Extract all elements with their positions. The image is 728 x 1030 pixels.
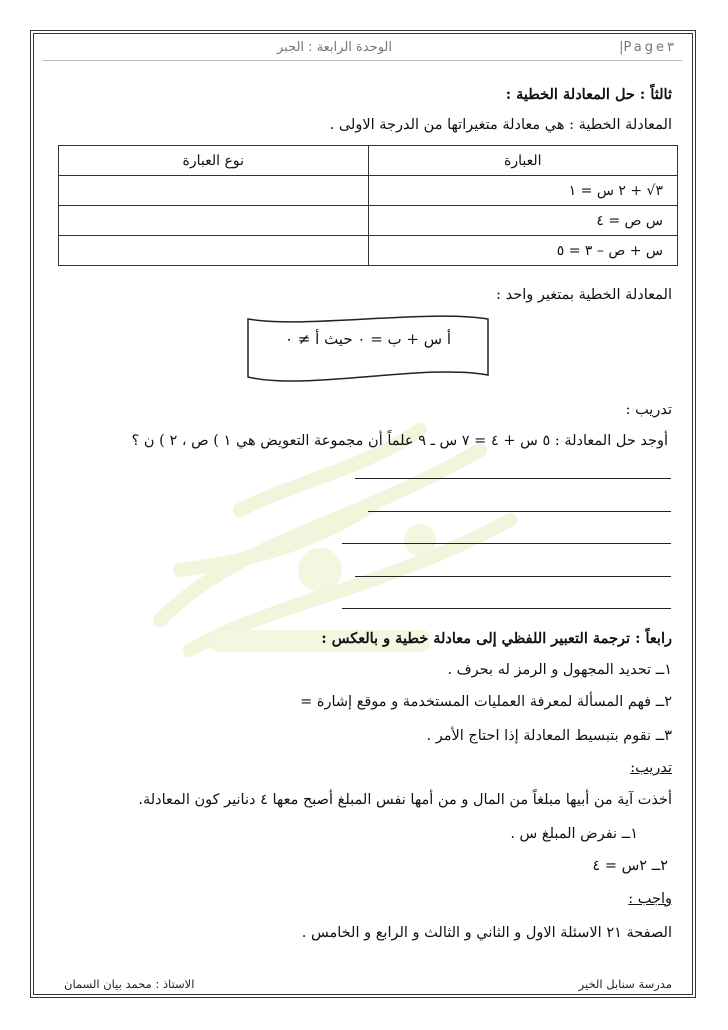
- solution-step: ١ــ نفرض المبلغ س .: [510, 826, 638, 842]
- step-item: ١ــ تحديد المجهول و الرمز له بحرف .: [447, 662, 672, 678]
- type-cell[interactable]: [59, 176, 369, 206]
- page-header: [42, 38, 682, 61]
- solution-step: ٢ــ ٢س = ٤: [592, 858, 668, 874]
- general-form-text: أ س + ب = ٠ حيث أ ≠ ٠: [284, 330, 452, 348]
- general-form-banner: [246, 315, 490, 385]
- exercise2-label: تدريب:: [630, 760, 672, 776]
- type-cell[interactable]: [59, 206, 369, 236]
- table-header-row: [59, 146, 678, 176]
- word-problem: أخذت آية من أبيها مبلغاً من المال و من أمها نفس المبلغ أصبح معها ٤ دنانير كون المعادلة.: [138, 792, 672, 808]
- table-row: [59, 206, 678, 236]
- expression-cell: س + ص – ٣ = ٥: [368, 236, 678, 266]
- page-number: Page٣|: [619, 40, 674, 55]
- expression-cell: ٣√ + ٢ س = ١: [368, 176, 678, 206]
- homework-label: واجب :: [628, 891, 672, 907]
- table-row: [59, 176, 678, 206]
- linear-equation-definition: المعادلة الخطية : هي معادلة متغيراتها من الدرجة الاولى .: [329, 117, 672, 133]
- header-type: نوع العبارة: [59, 146, 369, 176]
- expressions-table: [58, 145, 678, 266]
- table-row: [59, 236, 678, 266]
- answer-line[interactable]: [355, 576, 671, 577]
- type-cell[interactable]: [59, 236, 369, 266]
- answer-line[interactable]: [342, 608, 671, 609]
- teacher-name: الاستاذ : محمد بيان السمان: [64, 977, 195, 991]
- one-variable-label: المعادلة الخطية بمتغير واحد :: [496, 287, 672, 303]
- exercise-text: أوجد حل المعادلة : ٥ س + ٤ = ٧ س ـ ٩ علماً أن مجموعة التعويض هي ١ ) ص ، ٢ ) ن ؟: [131, 433, 668, 449]
- step-item: ٢ــ فهم المسألة لمعرفة العمليات المستخدمة و موقع إشارة =: [300, 694, 672, 710]
- homework-text: الصفحة ٢١ الاسئلة الاول و الثاني و الثالث و الرابع و الخامس .: [301, 925, 672, 941]
- header-expression: العبارة: [368, 146, 678, 176]
- section3-title: ثالثاً : حل المعادلة الخطية :: [505, 86, 672, 103]
- section4-title: رابعاً : ترجمة التعبير اللفظي إلى معادلة خطية و بالعكس :: [321, 630, 672, 647]
- answer-line[interactable]: [342, 543, 671, 544]
- answer-line[interactable]: [368, 511, 671, 512]
- unit-title: الوحدة الرابعة : الجبر: [276, 40, 392, 55]
- answer-line[interactable]: [355, 478, 671, 479]
- expression-cell: س ص = ٤: [368, 206, 678, 236]
- step-item: ٣ــ نقوم بتبسيط المعادلة إذا احتاج الأمر .: [426, 728, 672, 744]
- exercise-label: تدريب :: [625, 402, 672, 418]
- school-name: مدرسة سنابل الخير: [578, 977, 672, 991]
